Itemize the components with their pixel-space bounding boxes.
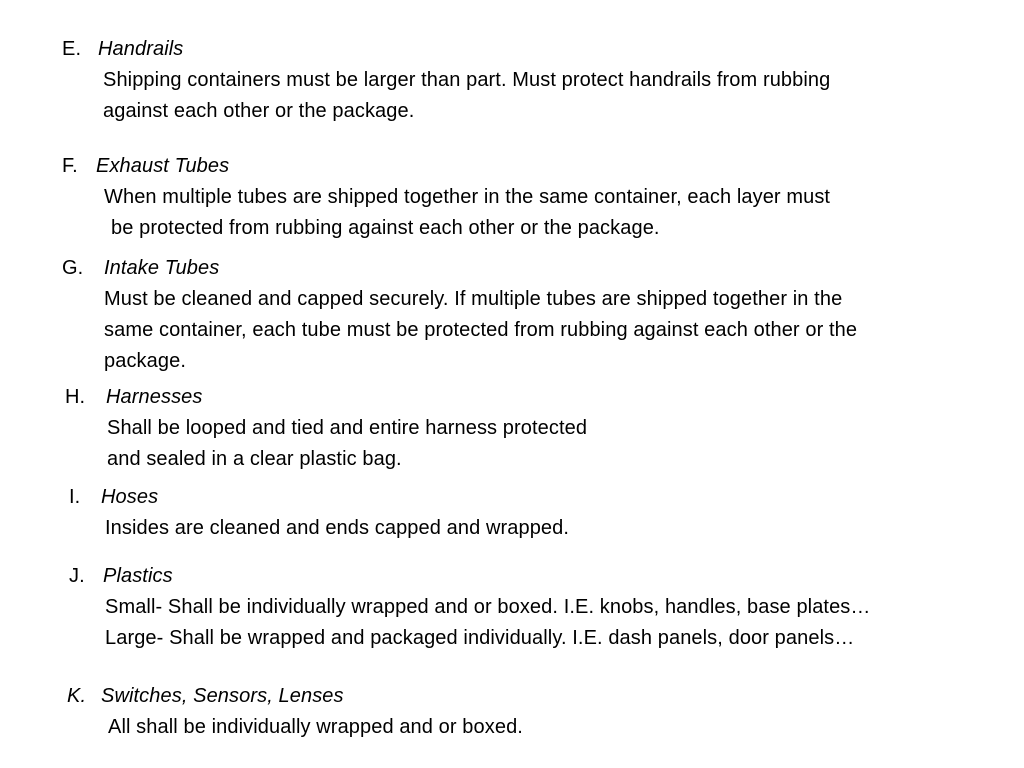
section-letter: J. bbox=[69, 565, 85, 587]
section-heading: Plastics bbox=[103, 565, 173, 587]
body-line: Small- Shall be individually wrapped and or boxed. I.E. knobs, handles, base plates… bbox=[105, 596, 871, 618]
body-line: When multiple tubes are shipped together in the same container, each layer must bbox=[104, 186, 831, 208]
body-line: package. bbox=[104, 350, 186, 372]
body-line: Shipping containers must be larger than part. Must protect handrails from rubbing bbox=[103, 69, 831, 91]
section-heading: Handrails bbox=[98, 38, 184, 60]
body-line: Large- Shall be wrapped and packaged individually. I.E. dash panels, door panels… bbox=[105, 627, 855, 649]
body-line: Shall be looped and tied and entire harness protected bbox=[107, 417, 588, 439]
body-line: and sealed in a clear plastic bag. bbox=[107, 448, 402, 470]
body-line: same container, each tube must be protected from rubbing against each other or the bbox=[104, 319, 858, 341]
section-letter: G. bbox=[62, 257, 84, 279]
section-heading: Intake Tubes bbox=[104, 257, 220, 279]
section-letter: E. bbox=[62, 38, 82, 60]
body-line: All shall be individually wrapped and or boxed. bbox=[108, 716, 523, 738]
body-line: be protected from rubbing against each other or the package. bbox=[111, 217, 660, 239]
body-line: against each other or the package. bbox=[103, 100, 415, 122]
body-line: Must be cleaned and capped securely. If multiple tubes are shipped together in the bbox=[104, 288, 843, 310]
section-heading: Switches, Sensors, Lenses bbox=[101, 685, 344, 707]
section-heading: Hoses bbox=[101, 486, 159, 508]
body-line: Insides are cleaned and ends capped and wrapped. bbox=[105, 517, 570, 539]
section-letter: H. bbox=[65, 386, 86, 408]
section-heading: Exhaust Tubes bbox=[96, 155, 230, 177]
section-letter: F. bbox=[62, 155, 78, 177]
section-letter: K. bbox=[67, 685, 87, 707]
section-letter: I. bbox=[69, 486, 81, 508]
section-heading: Harnesses bbox=[106, 386, 203, 408]
